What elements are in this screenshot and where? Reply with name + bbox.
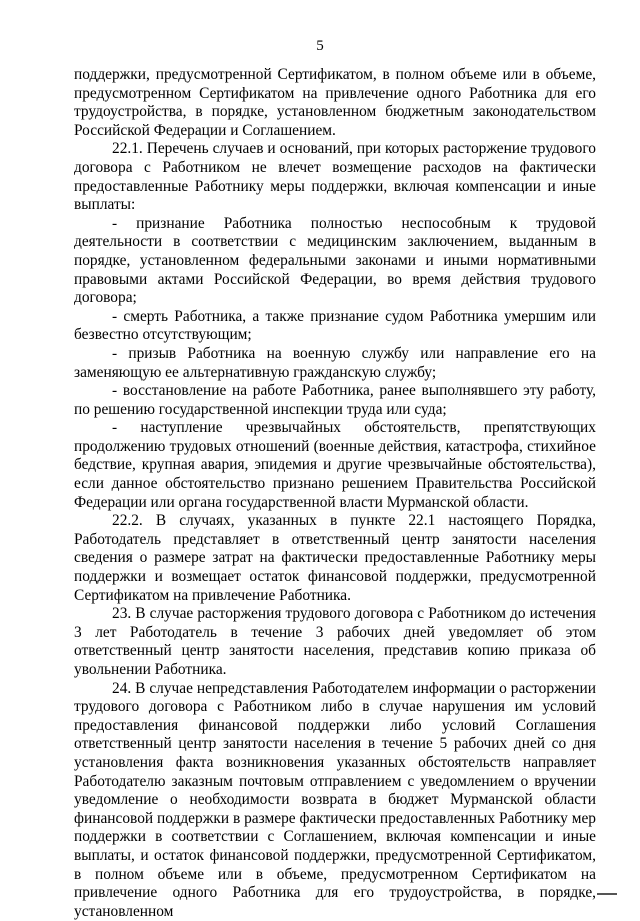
paragraph: 23. В случае расторжения трудового договора с Работником до истечения 3 лет Работодатель в течение 3 рабочих дней уведомляет об этом ответственный центр занятости населения, представив копию приказа об увольнении Работника. xyxy=(74,605,596,678)
page-number: 5 xyxy=(316,38,324,54)
list-item: - призыв Работника на военную службу или направление его на заменяющую ее альтернативную гражданскую службу; xyxy=(74,344,596,381)
list-item: - смерть Работника, а также признание судом Работника умершим или безвестно отсутствующим; xyxy=(74,307,596,344)
list-item: - восстановление на работе Работника, ранее выполнявшего эту работу, по решению государственной инспекции труда или суда; xyxy=(74,382,596,418)
paragraph: 24. В случае непредставления Работодателем информации о расторжении трудового договора с Работником либо в случае нарушения им условий предоставления финансовой поддержки либо условий Соглашения ответственный центр занятости населения в течение 5 рабочих дней со дня установления факта возникновения указанных обстоятельств направляет Работодателю заказным почтовым отправлением с уведомлением о вручении уведомление о необходимости возврата в бюджет Мурманской области финансовой поддержки в размере фактически предоставленных Работнику мер поддержки в соответствии с Соглашением, включая компенсации и иные выплаты, и остаток финансовой поддержки, предусмотренной Сертификатом, в полном объеме или в объеме, предусмотренном Сертификатом на привлечение одного Работника для его трудоустройства, в порядке, установленном xyxy=(74,679,596,920)
list-item: - наступление чрезвычайных обстоятельств, препятствующих продолжению трудовых отношений (военные действия, катастрофа, стихийное бедствие, крупная авария, эпидемия и другие чрезвычайные обстоятельства), если данное обстоятельство признано решением Правительства Российской Федерации или органа государственной власти Мурманской области. xyxy=(74,419,596,511)
paragraph: 22.2. В случаях, указанных в пункте 22.1 настоящего Порядка, Работодатель представляет в ответственный центр занятости населения сведения о размере затрат на фактически предоставленные Работнику меры поддержки и возмещает остаток финансовой поддержки, предусмотренной Сертификатом на привлечение Работника. xyxy=(74,512,596,604)
paragraph: 22.1. Перечень случаев и оснований, при которых расторжение трудового договора с Работником не влечет возмещение расходов на фактически предоставленные Работнику меры поддержки, включая компенсации и иные выплаты: xyxy=(74,140,596,214)
scan-mark xyxy=(597,893,617,895)
document-body xyxy=(74,66,596,921)
paragraph: поддержки, предусмотренной Сертификатом, в полном объеме или в объеме, предусмотренном Сертификатом на привлечение одного Работника для его трудоустройства, в порядке, установленном бюджетным законодательством Российской Федерации и Соглашением. xyxy=(74,66,596,139)
list-item: - признание Работника полностью неспособным к трудовой деятельности в соответствии с медицинским заключением, выданным в порядке, установленном федеральными законами и иными нормативными правовыми актами Российской Федерации, во время действия трудового договора; xyxy=(74,214,596,307)
